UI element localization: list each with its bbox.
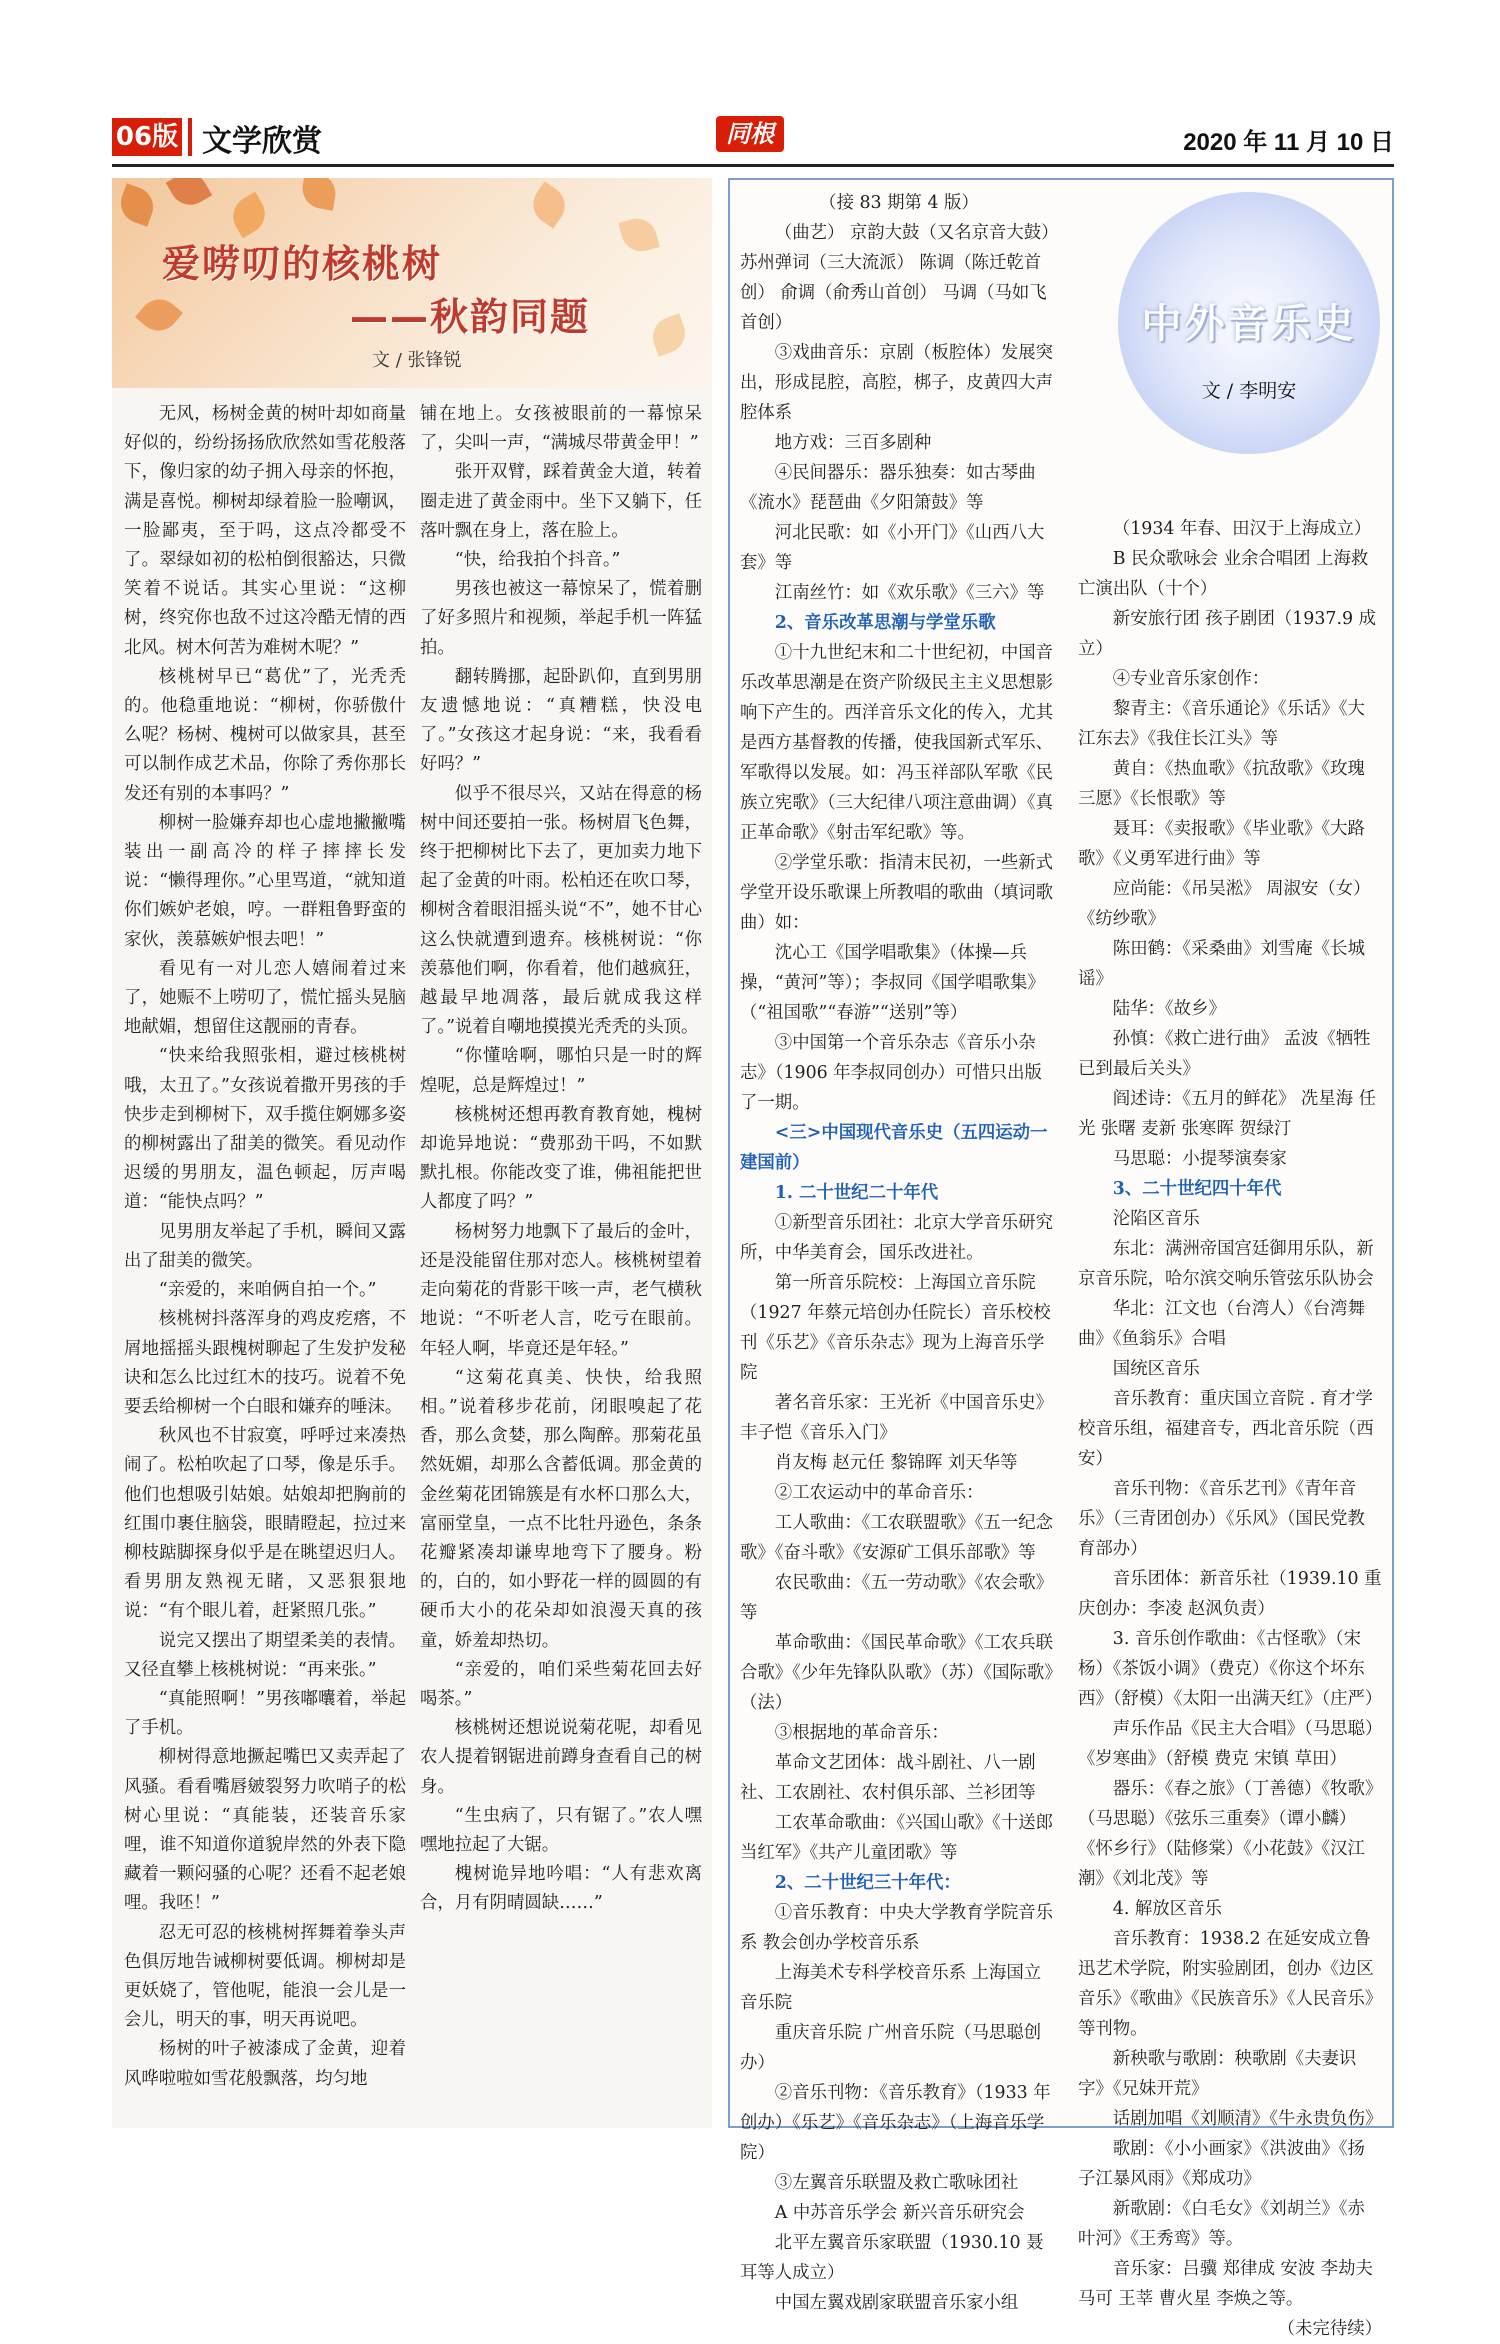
paragraph: 张开双臂，踩着黄金大道，转着圈走进了黄金雨中。坐下又躺下，任落叶飘在身上，落在脸上。: [420, 462, 702, 541]
music-paragraph: 2、音乐改革思潮与学堂乐歌: [774, 613, 996, 633]
paragraph: 男孩也被这一幕惊呆了，慌着删了好多照片和视频，举起手机一阵猛拍。: [420, 579, 702, 658]
article-column-2: [420, 400, 702, 1919]
music-paragraph: 3. 音乐创作歌曲：《古怪歌》（宋杨）《茶饭小调》（费克）《你这个坏东西》（舒模）《太阳一出满天红》（庄严）: [1078, 1629, 1383, 1709]
music-paragraph: 地方戏：三百多剧种: [774, 433, 932, 453]
music-paragraph: 新歌剧：《白毛女》《刘胡兰》《赤叶河》《王秀鸾》等。: [1078, 2199, 1365, 2249]
paragraph: “这菊花真美、快快，给我照相。”说着移步花前，闭眼嗅起了花香，那么贪婪，那么陶醉。那菊花虽然妩媚，却那么含蓄低调。那金黄的金丝菊花团锦簇是有水杯口那么大，富丽堂皇，一点不比牡丹逊色，条条花瓣紧凑却谦卑地弯下了腰身。粉的，白的，如小野花一样的圆圆的有硬币大小的花朵却如浪漫天真的孩童，娇羞却热切。: [420, 1367, 702, 1651]
maple-leaf-icon: [618, 214, 660, 256]
paragraph: 铺在地上。女孩被眼前的一幕惊呆了，尖叫一声，“满城尽带黄金甲！”: [420, 404, 702, 454]
paragraph: “快，给我拍个抖音。”: [454, 550, 621, 571]
issue-date: 2020 年 11 月 10 日: [1183, 129, 1394, 156]
maple-leaf-icon: [647, 313, 691, 357]
article-panel: [112, 178, 712, 2128]
music-column-1: [740, 188, 1058, 2318]
music-paragraph: ④民间器乐：器乐独奏：如古琴曲《流水》琵琶曲《夕阳箫鼓》等: [740, 463, 1036, 513]
music-paragraph: （1934 年春、田汉于上海成立）: [1112, 519, 1372, 539]
music-paragraph: ②音乐刊物：《音乐教育》（1933 年创办）《乐艺》《音乐杂志》（上海音乐学院）: [740, 2083, 1051, 2163]
music-paragraph: A 中苏音乐学会 新兴音乐研究会: [774, 2203, 1025, 2223]
paragraph: 柳树一脸嫌弃却也心虚地撇撇嘴装出一副高冷的样子摔摔长发说：“懒得理你。”心里骂道，“就知道你们嫉妒老娘，哼。一群粗鲁野蛮的家伙，羡慕嫉妒恨去吧！”: [124, 812, 406, 950]
music-paragraph: 阎述诗：《五月的鲜花》 冼星海 任光 张曙 麦新 张寒晖 贺绿汀: [1078, 1089, 1377, 1139]
music-paragraph: ③根据地的革命音乐：: [774, 1723, 949, 1743]
music-paragraph: 肖友梅 赵元任 黎锦晖 刘天华等: [774, 1453, 1018, 1473]
paragraph: “亲爱的，咱们采些菊花回去好喝茶。”: [420, 1659, 702, 1709]
music-paragraph: ①十九世纪末和二十世纪初，中国音乐改革思潮是在资产阶级民主主义思想影响下产生的。西洋音乐文化的传入，尤其是西方基督教的传播，使我国新式军乐、军歌得以发展。如：冯玉祥部队军歌《民族立宪歌》（三大纪律八项注意曲调）《真正革命歌》《射击军纪歌》等。: [740, 643, 1054, 843]
music-paragraph: 4. 解放区音乐: [1112, 1899, 1222, 1919]
paragraph: 秋风也不甘寂寞，呼呼过来凑热闹了。松柏吹起了口琴，像是乐手。他们也想吸引姑娘。姑娘却把胸前的红围巾裹住脑袋，眼睛瞪起，拉过来柳枝踮脚探身似乎是在眺望迟归人。看男朋友熟视无睹，又恶狠狠地说：“有个眼儿着，赶紧照几张。”: [124, 1426, 406, 1622]
music-paragraph: 北平左翼音乐家联盟（1930.10 聂耳等人成立）: [740, 2233, 1044, 2283]
music-paragraph: 革命歌曲：《国民革命歌》《工农兵联合歌》《少年先锋队队歌》（苏）《国际歌》（法）: [740, 1633, 1054, 1713]
music-paragraph: <三>中国现代音乐史（五四运动一建国前）: [740, 1123, 1048, 1173]
music-paragraph: ③中国第一个音乐杂志《音乐小杂志》（1906 年李叔同创办）可惜只出版了一期。: [740, 1033, 1042, 1113]
paragraph: 核桃树还想再教育教育她，槐树却诡异地说：“费那劲干吗，不如默默扎根。你能改变了谁，佛祖能把世人都度了吗？”: [420, 1104, 702, 1213]
paragraph: 核桃树抖落浑身的鸡皮疙瘩，不屑地摇摇头跟槐树聊起了生发护发秘诀和怎么比过红木的技巧。说着不免要丢给柳树一个白眼和嫌弃的唾沫。: [124, 1309, 406, 1417]
paragraph: “生虫病了，只有锯了。”农人嘿嘿地拉起了大锯。: [420, 1805, 702, 1855]
paragraph: 柳树得意地撅起嘴巴又卖弄起了风骚。看看嘴唇皴裂努力吹哨子的松树心里说：“真能装，还装音乐家哩，谁不知道你道貌岸然的外表下隐藏着一颗闷骚的心呢？还看不起老娘哩。我呸！”: [124, 1747, 406, 1914]
maple-leaf-icon: [135, 291, 183, 339]
music-paragraph: 中国左翼戏剧家联盟音乐家小组: [774, 2293, 1019, 2313]
music-paragraph: ②学堂乐歌：指清末民初，一些新式学堂开设乐歌课上所教唱的歌曲（填词歌曲）如：: [740, 853, 1054, 933]
music-paragraph: 音乐刊物：《音乐艺刊》《青年音乐》（三青团创办）《乐风》（国民党教育部办）: [1078, 1479, 1365, 1559]
music-paragraph: 1. 二十世纪二十年代: [774, 1183, 939, 1203]
music-paragraph: 孙慎：《救亡进行曲》 孟波《牺牲已到最后关头》: [1078, 1029, 1371, 1079]
music-paragraph: 话剧加唱《刘顺清》《牛永贵负伤》: [1112, 2109, 1383, 2129]
maple-leaf-icon: [226, 192, 272, 238]
music-paragraph: （接 83 期第 4 版）: [819, 193, 979, 213]
music-byline: 文 / 李明安: [1201, 380, 1297, 402]
music-paragraph: 音乐团体：新音乐社（1939.10 重庆创办：李凌 赵沨负责）: [1078, 1569, 1382, 1619]
music-paragraph: 陆华：《故乡》: [1112, 999, 1226, 1019]
paragraph: 杨树努力地飘下了最后的金叶，还是没能留住那对恋人。核桃树望着走向菊花的背影干咳一声，老气横秋地说：“不听老人言，吃亏在眼前。年轻人啊，毕竟还是年轻。”: [420, 1221, 702, 1359]
music-paragraph: 革命文艺团体：战斗剧社、八一剧社、工农剧社、农村俱乐部、兰衫团等: [740, 1753, 1036, 1803]
music-paragraph: 应尚能：《吊吴淞》 周淑安（女）《纺纱歌》: [1078, 879, 1371, 929]
page-header: [112, 112, 1394, 164]
music-paragraph: 工人歌曲：《工农联盟歌》《五一纪念歌》《奋斗歌》《安源矿工俱乐部歌》等: [740, 1513, 1054, 1563]
music-title-badge: [1118, 192, 1380, 454]
music-paragraph: 沦陷区音乐: [1112, 1209, 1200, 1229]
paragraph: “快来给我照张相，避过核桃树哦，太丑了。”女孩说着撒开男孩的手快步走到柳树下，双手揽住婀娜多姿的柳树露出了甜美的微笑。看见动作迟缓的男朋友，温色顿起，厉声喝道：“能快点吗？”: [124, 1046, 406, 1213]
paragraph: “亲爱的，来咱俩自拍一个。”: [158, 1280, 377, 1301]
music-paragraph: 2、二十世纪三十年代：: [774, 1873, 961, 1893]
music-paragraph: ①音乐教育：中央大学教育学院音乐系 教会创办学校音乐系: [740, 1903, 1054, 1953]
music-paragraph: 著名音乐家：王光祈《中国音乐史》丰子恺《音乐入门》: [740, 1393, 1054, 1443]
music-paragraph: 新秧歌与歌剧：秧歌剧《夫妻识字》《兄妹开荒》: [1078, 2049, 1357, 2099]
music-paragraph: 马思聪：小提琴演奏家: [1112, 1149, 1287, 1169]
music-paragraph: 音乐教育：1938.2 在延安成立鲁迅艺术学院，附实验剧团，创办《边区音乐》《歌曲》《民族音乐》《人民音乐》等刊物。: [1078, 1929, 1374, 2039]
music-paragraph: ③戏曲音乐：京剧（板腔体）发展突出，形成昆腔，高腔，梆子，皮黄四大声腔体系: [740, 343, 1054, 423]
newspaper-logo: 同根: [716, 116, 784, 152]
paragraph: 似乎不很尽兴，又站在得意的杨树中间还要拍一张。杨树眉飞色舞，终于把柳树比下去了，更加卖力地下起了金黄的叶雨。松柏还在吹口琴，柳树含着眼泪摇头说“不”，她不甘心这么快就遭到遗弃。核桃树说：“你羡慕他们啊，你看着，他们越疯狂，越最早地凋落，最后就成我这样了。”说着自嘲地摸摸光秃秃的头顶。: [420, 783, 702, 1038]
paragraph: 看见有一对儿恋人嬉闹着过来了，她赈不上唠叨了，慌忙摇头晃脑地献媚，想留住这靓丽的青春。: [124, 958, 406, 1038]
music-paragraph: （未完待续）: [1277, 2319, 1382, 2339]
article-subtitle: ——秋韵同题: [350, 295, 591, 339]
music-paragraph: 陈田鹤：《采桑曲》刘雪庵《长城谣》: [1078, 939, 1365, 989]
music-paragraph: 音乐教育：重庆国立音院 . 育才学校音乐组，福建音专，西北音乐院（西安）: [1078, 1389, 1374, 1469]
maple-leaf-icon: [115, 183, 159, 227]
music-title: 中外音乐史: [1141, 301, 1357, 347]
music-paragraph: 农民歌曲：《五一劳动歌》《农会歌》等: [740, 1573, 1054, 1623]
music-paragraph: 沈心工《国学唱歌集》（体操—兵操，“黄河”等）；李叔同《国学唱歌集》（“祖国歌”“春游”“送别”等）: [740, 943, 1045, 1023]
article-column-1: [124, 400, 406, 2094]
article-byline: 文 / 张锋锐: [372, 350, 462, 371]
paragraph: 见男朋友举起了手机，瞬间又露出了甜美的微笑。: [124, 1221, 406, 1271]
paragraph: 核桃树还想说说菊花呢，却看见农人提着钢锯进前蹲身查看自己的树身。: [420, 1718, 702, 1797]
music-paragraph: 华北：江文也（台湾人）《台湾舞曲》《鱼翁乐》合唱: [1078, 1299, 1365, 1349]
paragraph: 无风，杨树金黄的树叶却如商量好似的，纷纷扬扬欣欣然如雪花般落下，像归家的幼子拥入母亲的怀抱，满是喜悦。柳树却绿着脸一脸嘲讽，一脸鄙夷，至于吗，这点冷都受不了。翠绿如初的松柏倒很豁达，只微笑着不说话。其实心里说：“这柳树，终究你也敌不过这冷酷无情的西北风。树木何苦为难树木呢？”: [124, 404, 406, 658]
music-paragraph: ①新型音乐团社：北京大学音乐研究所，中华美育会，国乐改进社。: [740, 1213, 1054, 1263]
music-paragraph: 黄自：《热血歌》《抗敌歌》《玫瑰三愿》《长恨歌》等: [1078, 759, 1365, 809]
music-paragraph: （曲艺） 京韵大鼓（又名京音大鼓）苏州弹词（三大流派） 陈调（陈迁乾首创） 俞调（俞秀山首创） 马调（马如飞首创）: [740, 223, 1050, 333]
music-history-panel: [728, 178, 1394, 2339]
paragraph: 杨树的叶子被漆成了金黄，迎着风哗啦啦如雪花般飘落，均匀地: [124, 2039, 406, 2089]
music-paragraph: ④专业音乐家创作：: [1112, 669, 1270, 689]
music-paragraph: 江南丝竹：如《欢乐歌》《三六》等: [774, 583, 1045, 603]
music-paragraph: 第一所音乐院校：上海国立音乐院（1927 年蔡元培创办任院长）音乐校校刊《乐艺》《音乐杂志》现为上海音乐学院: [740, 1273, 1051, 1383]
article-banner: [112, 178, 712, 388]
header-rule: [112, 164, 1394, 167]
music-paragraph: 国统区音乐: [1112, 1359, 1200, 1379]
maple-leaf-icon: [166, 178, 212, 212]
music-paragraph: ③左翼音乐联盟及救亡歌咏团社: [774, 2173, 1019, 2193]
music-paragraph: ②工农运动中的革命音乐：: [774, 1483, 984, 1503]
paragraph: 忍无可忍的核桃树挥舞着拳头声色俱厉地告诫柳树要低调。柳树却是更妖娆了，管他呢，能浪一会儿是一会儿，明天的事，明天再说吧。: [124, 1922, 406, 2031]
page-number: 06版: [112, 118, 182, 156]
music-paragraph: 聂耳：《卖报歌》《毕业歌》《大路歌》《义勇军进行曲》等: [1078, 819, 1365, 869]
header-divider: [188, 118, 192, 156]
music-paragraph: 器乐：《春之旅》（丁善德）《牧歌》（马思聪）《弦乐三重奏》（谭小麟）《怀乡行》（陆修棠）《小花鼓》《汉江潮》《刘北茂》等: [1078, 1779, 1374, 1889]
music-paragraph: 新安旅行团 孩子剧团（1937.9 成立）: [1078, 609, 1377, 659]
music-paragraph: 音乐家：吕骥 郑律成 安波 李劫夫 马可 王莘 曹火星 李焕之等。: [1078, 2259, 1373, 2309]
paragraph: 说完又摆出了期望柔美的表情。又径直攀上核桃树说：“再来张。”: [124, 1630, 406, 1680]
music-paragraph: 河北民歌：如《小开门》《山西八大套》等: [740, 523, 1045, 573]
music-paragraph: 上海美术专科学校音乐系 上海国立音乐院: [740, 1963, 1042, 2013]
music-paragraph: 黎青主：《音乐通论》《乐话》《大江东去》《我住长江头》等: [1078, 699, 1365, 749]
maple-leaf-icon: [525, 181, 572, 228]
paragraph: 槐树诡异地吟唱：“人有悲欢离合，月有阴晴圆缺……”: [420, 1864, 702, 1914]
music-paragraph: 歌剧：《小小画家》《洪波曲》《扬子江暴风雨》《郑成功》: [1078, 2139, 1365, 2189]
section-title: 文学欣赏: [202, 124, 322, 159]
paragraph: “你懂啥啊，哪怕只是一时的辉煌呢，总是辉煌过！”: [420, 1046, 702, 1096]
maple-leaf-icon: [299, 178, 338, 211]
music-paragraph: 东北：满洲帝国宫廷御用乐队，新京音乐院，哈尔滨交响乐管弦乐队协会: [1078, 1239, 1374, 1289]
music-paragraph: 重庆音乐院 广州音乐院（马思聪创办）: [740, 2023, 1042, 2073]
paragraph: “真能照啊！”男孩嘟囔着，举起了手机。: [124, 1688, 406, 1739]
music-column-2: [1078, 514, 1382, 2344]
music-paragraph: 工农革命歌曲：《兴国山歌》《十送郎当红军》《共产儿童团歌》等: [740, 1813, 1054, 1863]
article-title: 爱唠叨的核桃树: [162, 242, 443, 286]
paragraph: 核桃树早已“葛优”了，光秃秃的。他稳重地说：“柳树，你骄傲什么呢？杨树、槐树可以做家具，甚至可以制作成艺术品，你除了秀你那长发还有别的本事吗？”: [124, 666, 406, 804]
music-paragraph: B 民众歌咏会 业余合唱团 上海救亡演出队（十个）: [1078, 549, 1369, 599]
paragraph: 翻转腾挪，起卧趴仰，直到男朋友遗憾地说：“真糟糕，快没电了。”女孩这才起身说：“来，我看看好吗？”: [420, 666, 702, 775]
music-paragraph: 声乐作品《民主大合唱》（马思聪）《岁寒曲》（舒模 费克 宋镇 草田）: [1078, 1719, 1374, 1769]
music-paragraph: 3、二十世纪四十年代: [1112, 1179, 1282, 1199]
